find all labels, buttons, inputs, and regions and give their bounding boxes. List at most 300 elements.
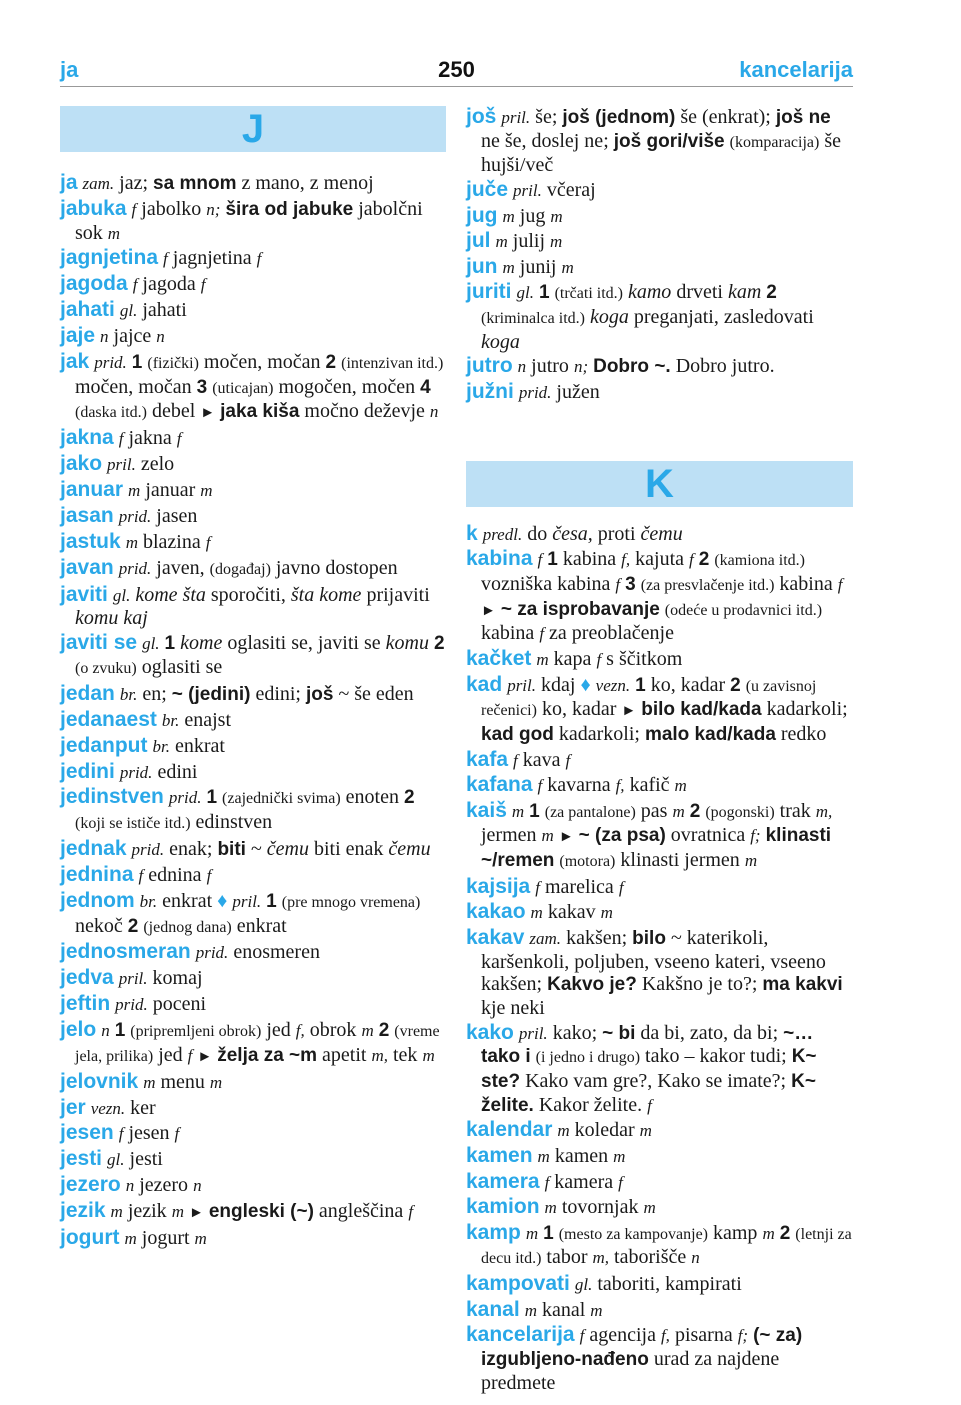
gender-label: m	[557, 1121, 570, 1141]
dictionary-entry	[466, 381, 853, 405]
translation: en;	[142, 682, 167, 705]
dictionary-entry	[466, 927, 853, 1020]
gender-label: m	[143, 1072, 156, 1092]
gender-label: m	[541, 826, 554, 846]
gender-label: f	[131, 199, 137, 219]
dictionary-entry	[60, 683, 446, 707]
phrase: (~ za) izgubljeno-nađeno	[481, 1325, 803, 1370]
part-of-speech: br.	[119, 684, 138, 704]
gender-label: m	[537, 1146, 550, 1166]
translation: jasen	[156, 505, 198, 528]
entry-headword: jezik	[60, 1199, 106, 1223]
dictionary-entry	[466, 1299, 853, 1323]
entry-headword: jako	[60, 452, 103, 476]
phrase: bilo kad/kada	[641, 699, 762, 721]
gender-label: f,	[295, 1021, 305, 1041]
diamond-icon: ♦	[580, 673, 591, 696]
entry-headword: jakna	[60, 426, 114, 450]
context-note: (pripremljeni obrok)	[130, 1023, 262, 1041]
gender-label: m	[550, 206, 563, 226]
translation: edinstven	[195, 811, 273, 834]
translation: kamen	[554, 1144, 609, 1167]
translation: še (enkrat);	[680, 106, 771, 128]
part-of-speech: pril.	[107, 455, 136, 475]
dictionary-entry	[466, 1273, 853, 1297]
dictionary-entry	[466, 774, 853, 798]
translation: kamp	[713, 1221, 758, 1244]
gender-label: f	[618, 1172, 623, 1192]
part-of-speech: pril.	[507, 675, 536, 695]
translation: preganjati, zasledovati	[633, 306, 814, 329]
phrase: ~ (jedini)	[171, 683, 251, 705]
entry-headword: jasan	[60, 504, 114, 528]
translation: oglasiti se	[141, 655, 223, 678]
translation: jagnjetina	[172, 247, 252, 270]
context-note: (o zvuku)	[75, 659, 137, 677]
dictionary-entry	[466, 876, 853, 900]
translation: edini;	[255, 682, 301, 705]
gender-label: m	[530, 903, 543, 923]
dictionary-entry	[60, 531, 446, 555]
translation: tek	[393, 1043, 418, 1066]
phrase: malo kad/kada	[644, 723, 776, 745]
translation: nekoč	[75, 914, 123, 937]
sense-number: 3	[625, 573, 636, 595]
phrase: šira od jabuke	[225, 198, 354, 220]
translation: debel	[151, 400, 196, 423]
dictionary-entry	[466, 749, 853, 773]
entry-headword: jezero	[60, 1173, 121, 1197]
gender-label: m	[590, 1300, 603, 1320]
arrow-icon: ►	[200, 405, 216, 422]
translation: blazina	[142, 530, 201, 553]
entry-headword: jesti	[60, 1147, 103, 1171]
context-note: (letnji za decu itd.)	[481, 1225, 852, 1268]
context-note: (uticajan)	[212, 379, 274, 397]
dictionary-entry	[466, 106, 853, 177]
translation: močen, močan	[75, 375, 192, 398]
gender-label: n	[691, 1248, 700, 1268]
sense-number: 2	[127, 915, 139, 937]
gender-label: f	[579, 1326, 585, 1346]
dictionary-entry	[466, 901, 853, 925]
entry-headword: jedinstven	[60, 785, 164, 809]
entry-headword: kamion	[466, 1195, 540, 1219]
entry-headword: kaiš	[466, 798, 507, 822]
dictionary-entry	[60, 993, 446, 1017]
gender-label: f	[647, 1095, 652, 1115]
phrase: klinasti ~/remen	[481, 825, 832, 872]
part-of-speech: gl.	[107, 1150, 125, 1170]
context-note: (u zavisnoj rečenici)	[481, 677, 817, 720]
diamond-icon: ♦	[217, 889, 228, 912]
translation: tako – kakor tudi;	[645, 1045, 787, 1068]
gender-label: m	[128, 481, 141, 501]
sense-number: 1	[547, 549, 558, 571]
part-of-speech: pril.	[518, 1023, 548, 1043]
dictionary-entry	[466, 1196, 853, 1220]
gender-label: f	[535, 877, 540, 897]
translation: jagoda	[142, 273, 196, 296]
translation: kajuta	[635, 548, 685, 571]
part-of-speech: br.	[139, 891, 158, 911]
entry-headword: jednina	[60, 862, 134, 886]
gender-label: m	[613, 1146, 626, 1166]
entry-headword: jutro	[466, 354, 513, 378]
translation: ker	[130, 1096, 156, 1119]
part-of-speech: gl.	[112, 585, 131, 605]
sense-number: 3	[196, 376, 208, 398]
gender-label: m	[536, 649, 549, 669]
phrase: Kakvo je?	[547, 974, 637, 996]
context-note: (odeće u prodavnici itd.)	[664, 601, 823, 619]
translation: redko	[780, 722, 827, 745]
entry-headword: jul	[466, 229, 491, 253]
translation: komaj	[152, 967, 203, 990]
entry-headword: kampovati	[466, 1272, 570, 1296]
translation: javen,	[156, 556, 205, 579]
dictionary-entry	[60, 967, 446, 991]
dictionary-entry	[466, 281, 853, 353]
running-header	[60, 54, 853, 87]
context-note: (događaj)	[209, 560, 271, 578]
gender-label: f	[539, 624, 545, 644]
guide-word-left: ja	[60, 57, 79, 82]
dictionary-entry	[466, 523, 853, 547]
translation: jed	[266, 1019, 291, 1042]
translation: jesti	[129, 1148, 163, 1171]
gender-label: f	[837, 574, 843, 594]
translation: ovratnica	[670, 824, 746, 847]
translation: jahati	[142, 299, 187, 322]
part-of-speech: prid.	[118, 558, 152, 578]
italic-gloss: kome šta	[135, 583, 206, 606]
context-note: (komparacija)	[729, 133, 820, 151]
sense-number: 2	[378, 1020, 390, 1042]
gender-label: m	[209, 1072, 223, 1092]
part-of-speech: gl.	[574, 1275, 593, 1295]
translation: oglasiti se, javiti se	[227, 632, 381, 655]
entry-headword: jug	[466, 203, 498, 227]
translation: do	[527, 522, 548, 545]
translation: jabolčni sok	[75, 197, 423, 244]
dictionary-entry	[466, 800, 853, 874]
context-note: (kriminalca itd.)	[481, 310, 585, 328]
translation: jug	[519, 204, 546, 227]
context-note: (koji se ističe itd.)	[75, 815, 191, 833]
entry-headword: još	[466, 105, 497, 128]
section-letter-banner: J	[60, 106, 446, 152]
sense-number: 1	[635, 674, 646, 696]
dictionary-entry	[466, 256, 853, 280]
gender-label: f	[206, 865, 212, 885]
gender-label: m	[762, 1223, 775, 1243]
entry-headword: jabuka	[60, 196, 127, 220]
translation: taborišče	[614, 1246, 687, 1269]
translation: kanal	[541, 1298, 586, 1321]
gender-label: m	[525, 1223, 539, 1243]
page-number: 250	[438, 57, 475, 82]
context-note: (fizički)	[147, 355, 199, 373]
entry-headword: jahati	[60, 298, 115, 322]
dictionary-entry	[60, 1019, 446, 1068]
italic-gloss: šta kome	[290, 583, 362, 606]
gender-label: m	[511, 801, 525, 821]
sense-number: 2	[730, 674, 741, 696]
translation: za preoblačenje	[549, 622, 674, 645]
translation: južen	[556, 380, 600, 403]
gender-label: f,	[621, 550, 631, 570]
part-of-speech: vezn.	[90, 1098, 126, 1118]
entry-headword: kafa	[466, 747, 509, 771]
dictionary-entry	[466, 1145, 853, 1169]
translation: kavarna	[547, 774, 611, 797]
sense-number: 2	[433, 633, 445, 655]
gender-label: m	[171, 1202, 184, 1222]
gender-label: f	[163, 249, 168, 269]
translation: kje neki	[481, 997, 545, 1020]
phrase: kad god	[481, 723, 554, 745]
gender-label: m	[495, 232, 508, 252]
gender-label: f	[615, 574, 621, 594]
entry-headword: jogurt	[60, 1226, 120, 1250]
dictionary-entry	[60, 1097, 446, 1121]
translation: vozniška kabina	[481, 572, 611, 595]
entry-headword: jedanaest	[60, 707, 157, 731]
entry-headword: jastuk	[60, 529, 121, 553]
translation: enkrat	[162, 889, 213, 912]
translation: enajst	[184, 708, 232, 731]
section-letter-banner: K	[466, 461, 853, 507]
gender-label: f	[200, 275, 206, 295]
entry-headword: juriti	[466, 280, 512, 304]
gender-label: f	[596, 649, 602, 669]
gender-label: f,	[615, 776, 625, 796]
translation: biti enak	[313, 838, 384, 861]
phrase: još gori/više	[613, 130, 725, 152]
translation: še;	[535, 106, 558, 128]
phrase: Dobro ~.	[593, 356, 671, 378]
dictionary-entry	[60, 557, 446, 582]
dictionary-entry	[60, 584, 446, 630]
context-note: (trčati itd.)	[554, 285, 623, 303]
gender-label: n;	[573, 357, 589, 377]
context-note: (jednog dana)	[143, 918, 232, 936]
sense-number: 2	[325, 352, 337, 374]
translation: pas	[640, 799, 668, 822]
gender-label: m	[361, 1021, 374, 1041]
sense-number: 2	[766, 282, 777, 304]
arrow-icon: ►	[558, 829, 574, 846]
gender-label: f	[408, 1202, 414, 1222]
part-of-speech: prid.	[195, 943, 229, 963]
translation: jaz;	[119, 172, 149, 194]
italic-gloss: kam	[727, 281, 762, 304]
arrow-icon: ►	[188, 1205, 204, 1222]
part-of-speech: pril.	[232, 891, 262, 911]
entry-headword: kačket	[466, 646, 532, 670]
gender-label: f	[537, 776, 543, 796]
sense-number: 1	[131, 352, 143, 374]
translation: ne še, doslej ne;	[481, 129, 609, 152]
dictionary-entry	[60, 427, 446, 451]
italic-gloss: kamo	[627, 281, 672, 304]
entry-headword: jaje	[60, 324, 96, 348]
translation: tabor	[546, 1246, 588, 1269]
entry-headword: kabina	[466, 547, 533, 571]
gender-label: m	[639, 1121, 652, 1141]
translation: jutro	[531, 355, 569, 378]
gender-label: m	[643, 1198, 656, 1218]
part-of-speech: gl.	[516, 283, 534, 303]
context-note: (za presvlačenje itd.)	[640, 576, 775, 594]
translation: jogurt	[141, 1227, 190, 1250]
phrase: K~ želite.	[481, 1071, 816, 1116]
translation: mogočen, močen	[278, 375, 416, 398]
translation: Kakšno je to?;	[641, 973, 758, 996]
part-of-speech: zam.	[82, 174, 115, 193]
gender-label: f;	[737, 1326, 749, 1346]
entry-headword: kakao	[466, 900, 526, 924]
gender-label: m	[524, 1300, 537, 1320]
part-of-speech: predl.	[482, 524, 523, 544]
gender-label: f	[118, 429, 124, 449]
entry-headword: kad	[466, 672, 503, 696]
translation: taboriti, kampirati	[597, 1273, 742, 1296]
part-of-speech: prid.	[119, 762, 153, 782]
sense-number: 1	[543, 1222, 554, 1244]
entry-headword: kakav	[466, 925, 525, 949]
gender-label: m	[194, 1229, 207, 1249]
dictionary-entry	[466, 1119, 853, 1143]
gender-label: m	[744, 851, 758, 871]
translation: zelo	[140, 453, 175, 476]
translation: da bi, zato, da bi;	[640, 1021, 779, 1044]
entry-headword: juče	[466, 178, 509, 201]
context-note: (motora)	[559, 853, 616, 871]
entry-headword: jedini	[60, 759, 115, 783]
translation: prijaviti	[366, 583, 430, 606]
translation: ~ katerikoli, karšenkoli, poljuben, vseeno kateri, vseeno kakšen;	[481, 926, 826, 996]
part-of-speech: vezn.	[595, 675, 631, 695]
gender-label: f	[132, 275, 138, 295]
translation: jabolko	[141, 197, 202, 220]
gender-label: f	[537, 550, 543, 570]
part-of-speech: zam.	[529, 928, 562, 948]
gender-label: m	[502, 206, 515, 226]
dictionary-entry	[60, 1148, 446, 1172]
translation: agencija	[589, 1324, 656, 1347]
entry-headword: k	[466, 521, 478, 545]
context-note: (vreme jela, prilika)	[75, 1023, 440, 1065]
context-note: (i jedno i drugo)	[535, 1049, 641, 1067]
dictionary-entry	[60, 761, 446, 785]
part-of-speech: prid.	[131, 840, 165, 860]
part-of-speech: prid.	[115, 995, 148, 1015]
gender-label: m	[544, 1198, 557, 1218]
context-note: (zajednički svima)	[222, 790, 341, 808]
context-note: (pre mnogo vremena)	[281, 893, 421, 911]
phrase: ~… tako i	[481, 1022, 814, 1068]
gender-label: n	[100, 327, 109, 347]
dictionary-entry	[466, 179, 853, 203]
translation: Dobro jutro.	[675, 355, 775, 378]
translation: marelica	[544, 875, 614, 898]
dictionary-entry	[60, 505, 446, 529]
italic-gloss: česa,	[552, 522, 593, 545]
dictionary-entry	[466, 1022, 853, 1118]
italic-gloss: čemu	[388, 838, 431, 861]
gender-label: f	[187, 1045, 193, 1065]
sense-number: 2	[403, 787, 415, 809]
phrase: sa mnom	[153, 173, 237, 194]
italic-gloss: koga	[589, 306, 629, 329]
gender-label: m	[674, 776, 687, 796]
gender-label: m	[600, 903, 613, 923]
translation: apetit	[322, 1043, 367, 1066]
entry-headword: jak	[60, 350, 90, 374]
translation: včeraj	[546, 179, 596, 201]
translation: menu	[160, 1070, 205, 1093]
gender-label: f	[176, 429, 182, 449]
dictionary-entry	[60, 453, 446, 477]
phrase: biti	[217, 839, 246, 861]
translation: kabina	[481, 622, 535, 645]
dictionary-entry	[466, 355, 853, 379]
gender-label: m	[110, 1202, 123, 1222]
gender-label: f	[544, 1172, 550, 1192]
entry-headword: jelovnik	[60, 1069, 139, 1093]
sense-number: 1	[529, 800, 540, 822]
context-note: (mesto za kampovanje)	[558, 1225, 708, 1243]
translation: ko, kadar	[541, 698, 617, 721]
phrase: bilo	[632, 927, 666, 949]
gender-label: m	[200, 481, 213, 501]
translation: Kako vam gre?, Kako se imate?;	[525, 1070, 787, 1093]
phrase: ma kakvi	[762, 974, 843, 996]
dictionary-entry	[60, 1174, 446, 1198]
dictionary-entry	[466, 205, 853, 229]
entry-headword: kako	[466, 1020, 514, 1044]
part-of-speech: pril.	[118, 969, 148, 989]
translation: junij	[519, 255, 557, 278]
translation: ko, kadar	[650, 673, 726, 696]
translation: jezero	[139, 1174, 189, 1197]
entry-headword: jun	[466, 254, 498, 278]
gender-label: n	[193, 1176, 202, 1196]
entry-headword: javiti	[60, 582, 108, 606]
translation: kadarkoli;	[558, 722, 640, 745]
translation: tovornjak	[561, 1196, 639, 1219]
dictionary-entry	[60, 198, 446, 245]
gender-label: m	[125, 532, 138, 552]
translation: sporočiti,	[210, 583, 286, 606]
gender-label: m	[107, 223, 121, 243]
entry-headword: jagoda	[60, 272, 128, 296]
dictionary-entry	[60, 1200, 446, 1225]
translation: Kakor želite.	[538, 1093, 643, 1116]
part-of-speech: pril.	[513, 181, 542, 200]
translation: jesen	[128, 1122, 170, 1145]
translation: enkrat	[236, 914, 287, 937]
translation: januar	[145, 479, 196, 502]
entry-headword: kanal	[466, 1297, 520, 1321]
sense-number: 2	[779, 1222, 791, 1244]
translation: klinasti jermen	[620, 849, 740, 872]
gender-label: f	[689, 550, 694, 570]
translation: kafič	[629, 774, 670, 797]
dictionary-entry	[60, 325, 446, 349]
